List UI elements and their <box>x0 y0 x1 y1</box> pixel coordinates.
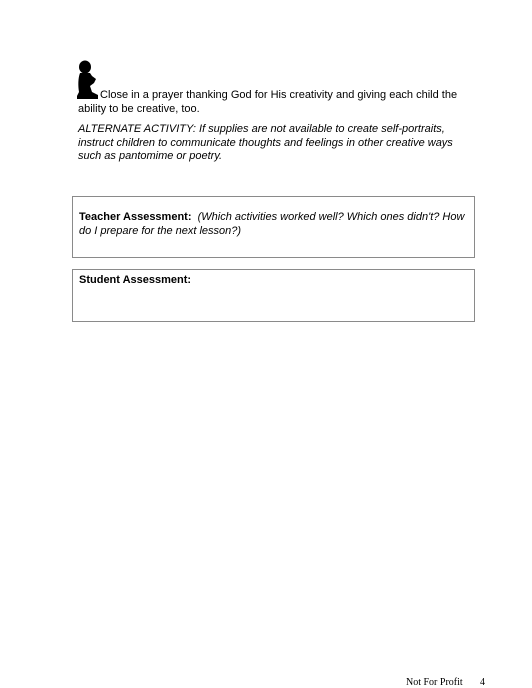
prayer-instruction: Close in a prayer thanking God for His creativity and giving each child the ability to be creative, too. <box>78 89 458 115</box>
student-assessment-label: Student Assessment: <box>79 274 192 286</box>
teacher-assessment-box <box>72 196 475 258</box>
page-number: 4 <box>480 677 485 688</box>
footer-text: Not For Profit <box>406 677 463 688</box>
teacher-assessment-prompt: (Which activities worked well? Which ones didn't? How do I prepare for the next lesson?) <box>79 211 465 237</box>
student-assessment-box <box>72 269 475 322</box>
alternate-activity-text: ALTERNATE ACTIVITY: If supplies are not available to create self-portraits, instruct children to communicate thoughts and feelings in other creative ways such as pantomime or poetry. <box>78 123 453 162</box>
teacher-assessment-label: Teacher Assessment: <box>79 211 192 223</box>
